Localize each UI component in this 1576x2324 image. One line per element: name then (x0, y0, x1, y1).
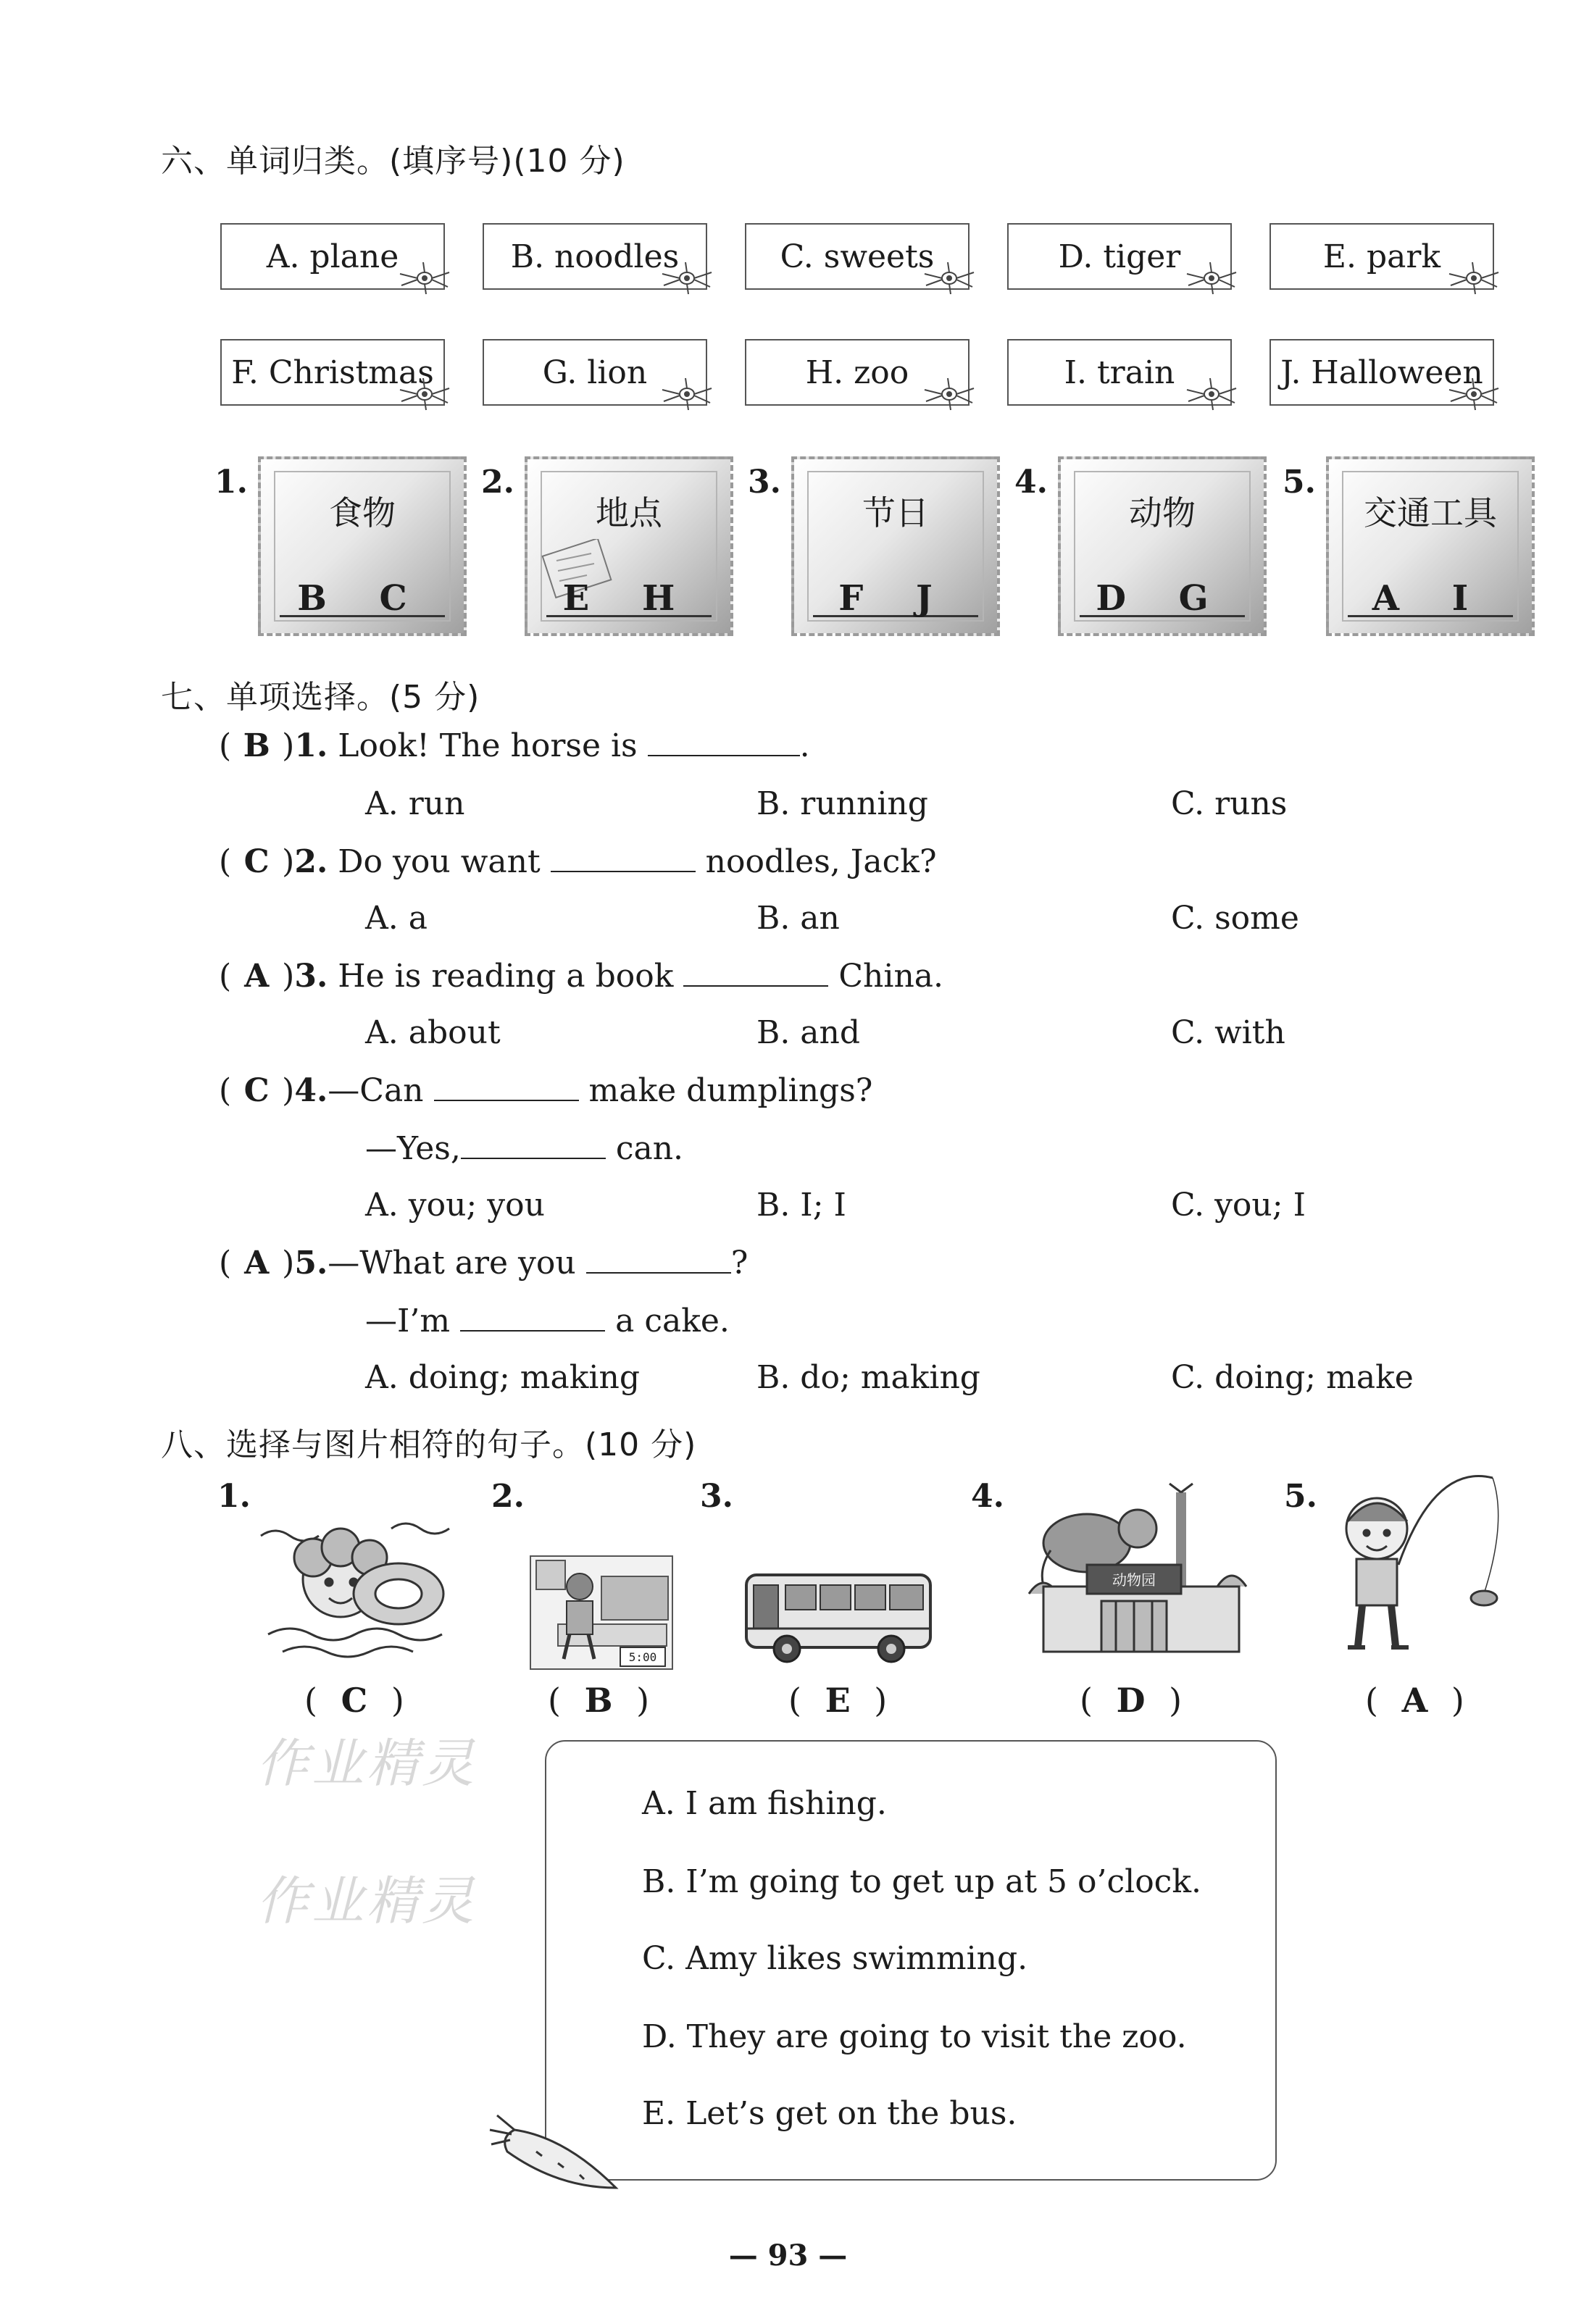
question-text: . (799, 727, 810, 764)
picture-number: 2. (491, 1478, 525, 1515)
question-number: 4. (294, 1072, 328, 1109)
picture-answer-3: ( E ) (788, 1681, 888, 1720)
section7-title: 七、单项选择。(5 分) (161, 679, 480, 716)
category-stamp (1326, 456, 1535, 636)
question-text: —Can (328, 1072, 424, 1109)
question-text: noodles, Jack? (705, 843, 937, 880)
word-box (1269, 223, 1494, 290)
option: C. doing; make (1171, 1359, 1414, 1396)
section6-title: 六、单词归类。(填序号)(10 分) (161, 143, 625, 180)
category-label: 动物 (1129, 493, 1196, 532)
option: C. some (1171, 900, 1299, 937)
category-label: 交通工具 (1364, 493, 1497, 532)
category-number: 5. (1283, 464, 1316, 501)
option: A. about (365, 1014, 501, 1051)
option: B. and (756, 1014, 861, 1051)
word-label: I. train (1064, 354, 1175, 391)
answer-blank (460, 1304, 605, 1332)
answer-blank (551, 845, 696, 872)
flower-icon (920, 259, 978, 297)
flower-icon (1183, 259, 1241, 297)
answer-letter: B (243, 727, 270, 764)
category-stamp (1058, 456, 1267, 636)
option: B. an (756, 900, 840, 937)
word-label: F. Christmas (231, 354, 434, 391)
flower-icon (396, 259, 454, 297)
question-text: Do you want (338, 843, 541, 880)
question-text: ? (730, 1245, 749, 1282)
answer-letter: C (243, 1072, 270, 1109)
answer-blank (461, 1132, 606, 1159)
zoo-picture (1014, 1478, 1261, 1666)
picture-number: 3. (700, 1478, 733, 1515)
flower-icon (1445, 375, 1503, 413)
question-text: can. (615, 1130, 684, 1167)
question-text: —What are you (328, 1245, 576, 1282)
option: A. a (365, 900, 428, 937)
boy-in-bedroom-picture (529, 1555, 674, 1671)
question-5: ( A )5.—What are you ? (219, 1245, 749, 1282)
answer-letter: A (244, 1245, 270, 1282)
option: B. do; making (756, 1359, 980, 1396)
question-text: —Yes, (365, 1130, 461, 1167)
picture-answer-5: ( A ) (1365, 1681, 1464, 1720)
picture-answer-2: ( B ) (548, 1681, 650, 1720)
word-label: A. plane (266, 238, 399, 275)
word-box (1007, 339, 1232, 406)
question-text: —I’m (365, 1303, 451, 1339)
option: C. with (1171, 1014, 1285, 1051)
word-box (745, 223, 970, 290)
category-number: 1. (214, 464, 248, 501)
zoo-sign: 动物园 (1112, 1571, 1156, 1589)
option: B. running (756, 785, 928, 822)
question-3: ( A )3. He is reading a book China. (219, 958, 944, 995)
flower-icon (1445, 259, 1503, 297)
question-number: 5. (294, 1245, 328, 1282)
picture-number: 4. (971, 1478, 1004, 1515)
page-number: — 93 — (728, 2239, 848, 2273)
clock-time: 5:00 (628, 1650, 657, 1664)
fishing-boy-picture (1319, 1471, 1514, 1673)
sentence-option: C. Amy likes swimming. (642, 1940, 1028, 1977)
word-label: J. Halloween (1280, 354, 1483, 391)
option: A. run (365, 785, 465, 822)
category-answer: E H (562, 578, 696, 619)
watermark: 作业精灵 (257, 1871, 478, 1931)
word-box (483, 339, 707, 406)
category-answer: A I (1372, 578, 1489, 619)
word-box (745, 339, 970, 406)
option: A. you; you (365, 1187, 545, 1224)
flower-icon (396, 375, 454, 413)
answer-blank (586, 1246, 731, 1274)
sentence-option: B. I’m going to get up at 5 o’clock. (642, 1863, 1201, 1900)
flower-icon (920, 375, 978, 413)
answer-blank (648, 729, 800, 756)
word-box (220, 223, 445, 290)
word-label: D. tiger (1058, 238, 1181, 275)
category-stamp (791, 456, 1000, 636)
category-answer: B C (297, 578, 428, 619)
category-stamp (525, 456, 733, 636)
word-label: H. zoo (805, 354, 909, 391)
question-text: Look! The horse is (338, 727, 638, 764)
picture-answer-1: ( C ) (304, 1681, 404, 1720)
word-label: B. noodles (510, 238, 680, 275)
flower-icon (1183, 375, 1241, 413)
category-number: 2. (481, 464, 514, 501)
category-answer: D G (1096, 578, 1229, 619)
word-label: G. lion (542, 354, 648, 391)
answer-letter: A (244, 958, 270, 995)
option: B. I; I (756, 1187, 846, 1224)
sentence-option: D. They are going to visit the zoo. (642, 2018, 1187, 2055)
word-label: E. park (1322, 238, 1441, 275)
answer-blank (683, 959, 828, 987)
picture-number: 5. (1284, 1478, 1317, 1515)
picture-number: 1. (217, 1478, 251, 1515)
bus-picture (742, 1568, 938, 1669)
category-number: 4. (1014, 464, 1048, 501)
option: A. doing; making (365, 1359, 640, 1396)
sentence-option: A. I am fishing. (642, 1785, 887, 1822)
question-number: 2. (294, 843, 328, 880)
word-label: C. sweets (780, 238, 935, 275)
section8-title: 八、选择与图片相符的句子。(10 分) (161, 1426, 697, 1463)
question-2: ( C )2. Do you want noodles, Jack? (219, 843, 937, 880)
category-label: 食物 (329, 493, 396, 532)
word-box (483, 223, 707, 290)
question-1: ( B )1. Look! The horse is . (219, 727, 810, 764)
question-4: ( C )4.—Can make dumplings? (219, 1072, 873, 1109)
question-text: make dumplings? (588, 1072, 873, 1109)
question-text: China. (838, 958, 944, 995)
answer-letter: C (243, 843, 270, 880)
category-stamp (258, 456, 467, 636)
word-box (1007, 223, 1232, 290)
sentence-option: E. Let’s get on the bus. (642, 2095, 1017, 2132)
word-box (1269, 339, 1494, 406)
category-label: 地点 (596, 493, 662, 532)
question-number: 3. (294, 958, 328, 995)
flower-icon (658, 375, 716, 413)
option: C. you; I (1171, 1187, 1306, 1224)
question-text: He is reading a book (338, 958, 674, 995)
carrot-icon (485, 2108, 630, 2202)
flower-icon (658, 259, 716, 297)
picture-answer-4: ( D ) (1080, 1681, 1183, 1720)
question-5-line2 (365, 1303, 730, 1339)
word-box (220, 339, 445, 406)
swimming-girl-picture (254, 1507, 464, 1666)
watermark: 作业精灵 (257, 1733, 478, 1794)
option: C. runs (1171, 785, 1288, 822)
question-4-line2 (365, 1130, 683, 1167)
answer-blank (434, 1074, 579, 1101)
category-answer: F J (838, 578, 953, 619)
question-text: a cake. (615, 1303, 730, 1339)
category-number: 3. (748, 464, 781, 501)
question-number: 1. (294, 727, 328, 764)
category-label: 节日 (862, 493, 929, 532)
